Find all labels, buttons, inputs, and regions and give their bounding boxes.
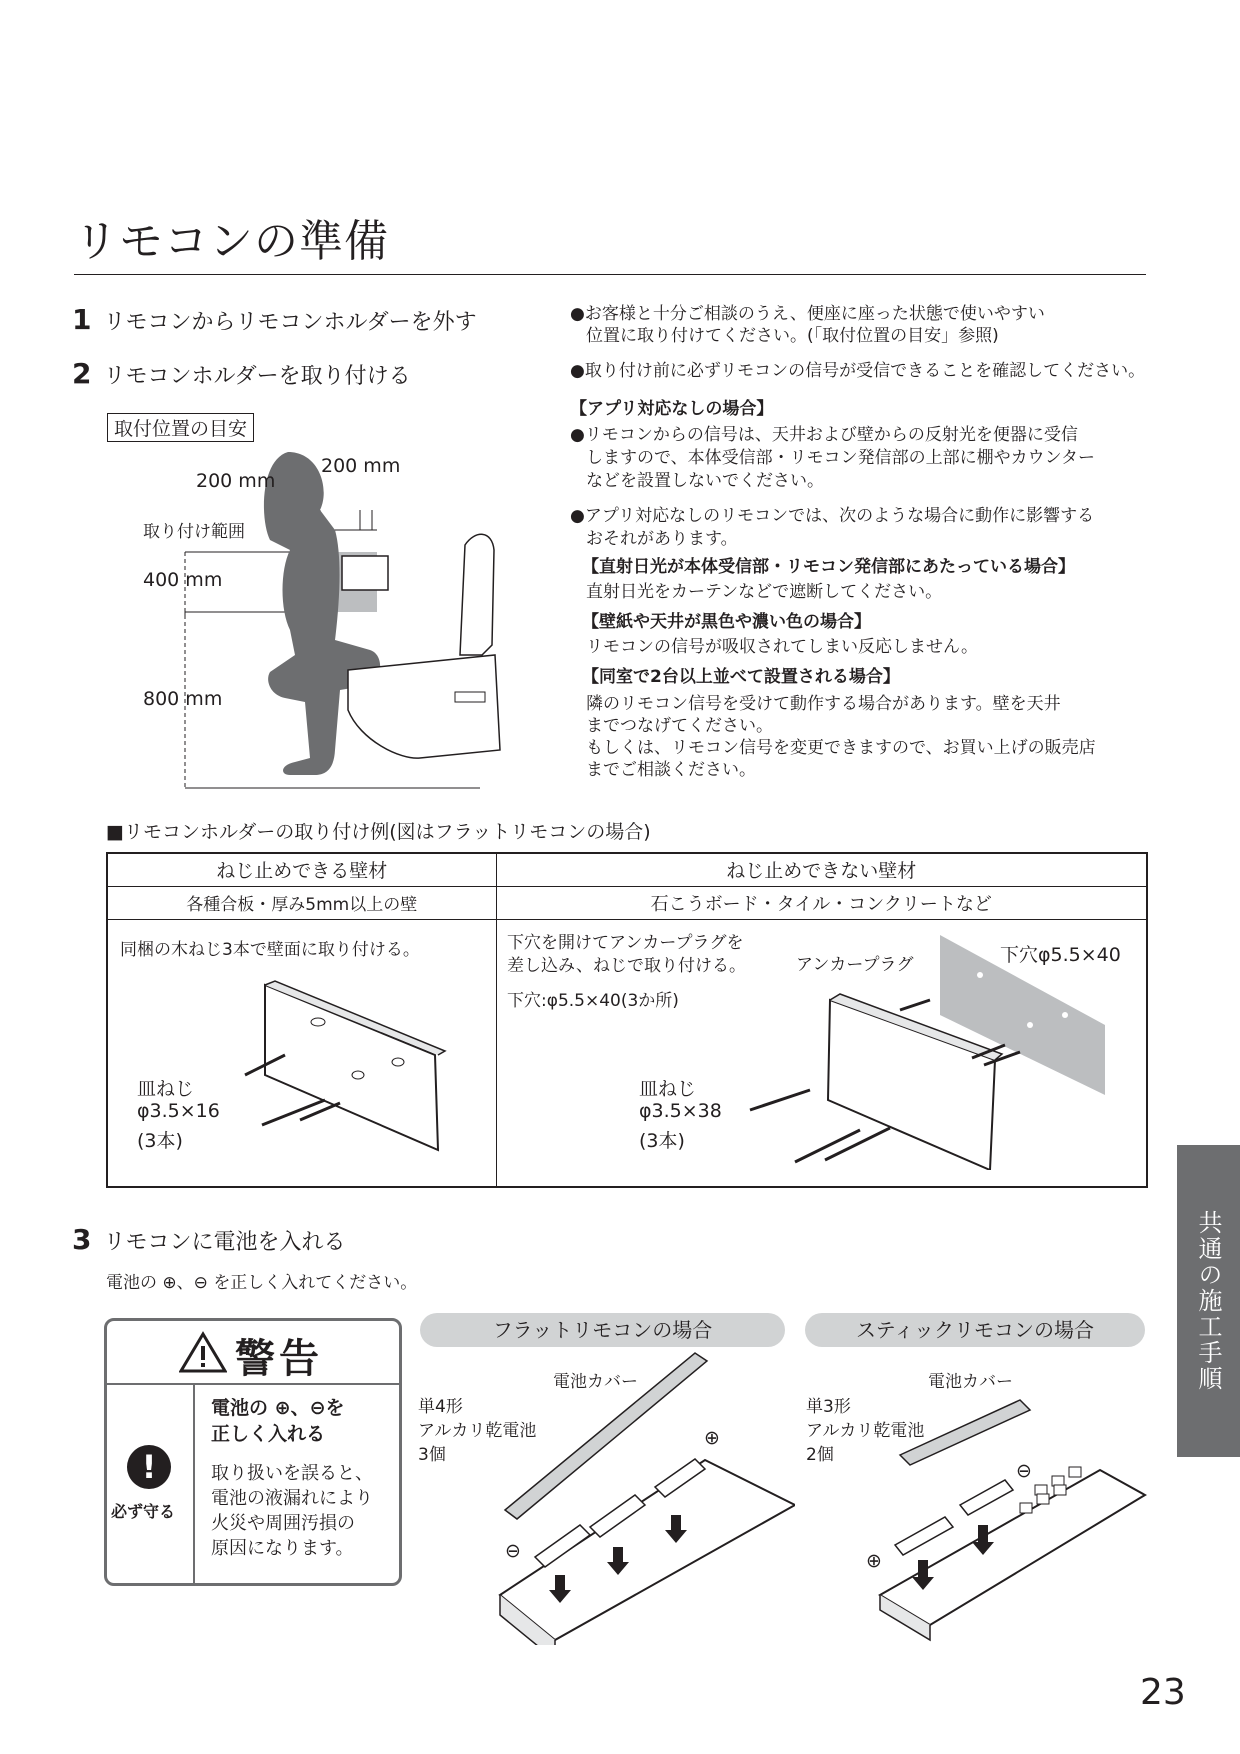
step-2-number: 2 bbox=[72, 357, 92, 390]
pilot-hole-note: 下穴:φ5.5×40(3か所) bbox=[507, 991, 679, 1011]
note-sunlight: 直射日光をカーテンなどで遮断してください。 bbox=[586, 582, 943, 602]
flat-remote-pill: フラットリモコンの場合 bbox=[420, 1313, 785, 1347]
warning-body-3: 火災や周囲汚損の bbox=[211, 1513, 355, 1534]
stick-minus-icon: ⊖ bbox=[1016, 1460, 1032, 1482]
warning-title: 警告 bbox=[235, 1336, 323, 1382]
flat-battery-type: 単4形 bbox=[418, 1397, 463, 1417]
col-screwable-sub: 各種合板・厚み5mm以上の壁 bbox=[107, 886, 496, 919]
step-2 bbox=[72, 357, 411, 390]
battery-polarity-note: 電池の ⊕、⊖ を正しく入れてください。 bbox=[106, 1273, 418, 1293]
note-7-line-2: までつなげてください。 bbox=[586, 716, 773, 736]
stick-plus-icon: ⊕ bbox=[866, 1550, 882, 1572]
remote-icon bbox=[342, 556, 388, 590]
minus-icon: ⊖ bbox=[193, 1273, 208, 1293]
note-1-line-2: 位置に取り付けてください。(「取付位置の目安」参照) bbox=[586, 326, 999, 346]
stick-remote-battery-illustration bbox=[870, 1385, 1150, 1645]
position-guide-label: 取付位置の目安 bbox=[107, 413, 254, 442]
toilet-body bbox=[348, 655, 500, 758]
screwable-instructions: 同梱の木ねじ3本で壁面に取り付ける。 bbox=[120, 940, 420, 960]
holder-anchor-illustration bbox=[740, 930, 1120, 1170]
note-4-line-1: ●アプリ対応なしのリモコンでは、次のような場合に動作に影響する bbox=[570, 506, 1095, 526]
stick-cover-label: 電池カバー bbox=[928, 1372, 1013, 1392]
dim-200-left: 200 mm bbox=[196, 470, 276, 492]
step-1 bbox=[72, 303, 477, 336]
position-diagram bbox=[120, 440, 540, 800]
stick-remote-pill: スティックリモコンの場合 bbox=[805, 1313, 1145, 1347]
flat-battery-count: 3個 bbox=[418, 1445, 446, 1465]
warning-header bbox=[107, 1321, 399, 1385]
warning-triangle-icon bbox=[179, 1331, 227, 1373]
warning-heading-suffix: を bbox=[325, 1397, 345, 1419]
note-2: ●取り付け前に必ずリモコンの信号が受信できることを確認してください。 bbox=[570, 361, 1146, 381]
screw-2-qty: (3本) bbox=[639, 1130, 685, 1152]
page-number: 23 bbox=[1140, 1672, 1186, 1713]
dim-800: 800 mm bbox=[143, 688, 223, 710]
dim-200-right: 200 mm bbox=[321, 455, 401, 477]
flat-minus-icon: ⊖ bbox=[505, 1540, 521, 1562]
warning-heading-line-2: 正しく入れる bbox=[211, 1423, 326, 1445]
heading-multiple-units: 【同室で2台以上並べて設置される場合】 bbox=[582, 667, 900, 687]
step-3-text: リモコンに電池を入れる bbox=[103, 1230, 346, 1255]
step-3 bbox=[72, 1223, 346, 1256]
warning-heading-prefix: 電池の bbox=[211, 1397, 269, 1419]
dim-400: 400 mm bbox=[143, 569, 223, 591]
note-dark-walls: リモコンの信号が吸収されてしまい反応しません。 bbox=[586, 637, 979, 657]
plus-icon: ⊕ bbox=[162, 1273, 177, 1293]
flat-cover-label: 電池カバー bbox=[553, 1372, 638, 1392]
stick-battery-count: 2個 bbox=[806, 1445, 834, 1465]
toilet-tank bbox=[460, 534, 494, 655]
warning-icon-cell bbox=[107, 1383, 195, 1583]
note-7-line-4: までご相談ください。 bbox=[586, 760, 756, 780]
pilot-hole-label: 下穴φ5.5×40 bbox=[1000, 944, 1121, 966]
mounting-range-label: 取り付け範囲 bbox=[143, 522, 245, 542]
note-3-line-2: しますので、本体受信部・リモコン発信部の上部に棚やカウンター bbox=[586, 448, 1095, 468]
warning-box bbox=[104, 1318, 402, 1586]
note-3-line-1: ●リモコンからの信号は、天井および壁からの反射光を便器に受信 bbox=[570, 425, 1078, 445]
stick-battery-type: 単3形 bbox=[806, 1397, 851, 1417]
warning-body-1: 取り扱いを誤ると、 bbox=[211, 1463, 373, 1484]
col-non-screwable-sub: 石こうボード・タイル・コンクリートなど bbox=[496, 886, 1147, 919]
screw-2-name: 皿ねじ bbox=[639, 1078, 697, 1100]
flat-battery-kind: アルカリ乾電池 bbox=[418, 1421, 537, 1441]
plus-icon: ⊕ bbox=[274, 1397, 291, 1419]
flat-plus-icon: ⊕ bbox=[704, 1427, 720, 1449]
note-3-line-3: などを設置しないでください。 bbox=[586, 471, 824, 491]
section-side-tab: 共通の施工手順 bbox=[1177, 1145, 1240, 1457]
must-follow-label: 必ず守る bbox=[111, 1502, 176, 1521]
battery-note-suffix: を正しく入れてください。 bbox=[213, 1273, 418, 1293]
heading-no-app: 【アプリ対応なしの場合】 bbox=[570, 399, 774, 419]
warning-heading-line-1: 電池の ⊕、⊖を bbox=[211, 1397, 345, 1419]
non-screwable-instructions-2: 差し込み、ねじで取り付ける。 bbox=[507, 956, 747, 976]
note-7-line-1: 隣のリモコン信号を受けて動作する場合があります。壁を天井 bbox=[586, 694, 1061, 714]
col-screwable-header: ねじ止めできる壁材 bbox=[107, 853, 496, 886]
heading-dark-walls: 【壁紙や天井が黒色や濃い色の場合】 bbox=[582, 612, 871, 632]
step-2-text: リモコンホルダーを取り付ける bbox=[103, 364, 411, 389]
anchor-plug-label: アンカープラグ bbox=[796, 955, 914, 975]
battery-note-prefix: 電池の bbox=[106, 1273, 157, 1293]
holder-screwable-illustration bbox=[240, 975, 450, 1165]
note-1-line-1: ●お客様と十分ご相談のうえ、便座に座った状態で使いやすい bbox=[570, 304, 1045, 324]
mandatory-icon: ! bbox=[127, 1445, 171, 1489]
screw-1-name: 皿ねじ bbox=[137, 1078, 195, 1100]
flat-remote-battery-illustration bbox=[495, 1335, 795, 1645]
note-7-line-3: もしくは、リモコン信号を変更できますので、お買い上げの販売店 bbox=[586, 738, 1096, 758]
note-4-line-2: おそれがあります。 bbox=[586, 529, 738, 549]
step-3-number: 3 bbox=[72, 1223, 92, 1256]
step-1-text: リモコンからリモコンホルダーを外す bbox=[103, 310, 477, 335]
screw-2-size: φ3.5×38 bbox=[639, 1100, 722, 1122]
page-title: リモコンの準備 bbox=[74, 216, 389, 267]
title-divider bbox=[74, 274, 1146, 275]
minus-icon: ⊖ bbox=[309, 1397, 326, 1419]
heading-sunlight: 【直射日光が本体受信部・リモコン発信部にあたっている場合】 bbox=[582, 557, 1075, 577]
mount-example-caption: ■リモコンホルダーの取り付け例(図はフラットリモコンの場合) bbox=[106, 821, 651, 843]
step-1-number: 1 bbox=[72, 303, 92, 336]
col-non-screwable-header: ねじ止めできない壁材 bbox=[496, 853, 1147, 886]
warning-body-2: 電池の液漏れにより bbox=[211, 1488, 373, 1509]
non-screwable-instructions-1: 下穴を開けてアンカープラグを bbox=[507, 933, 744, 953]
screw-1-qty: (3本) bbox=[137, 1130, 183, 1152]
stick-battery-kind: アルカリ乾電池 bbox=[806, 1421, 925, 1441]
screw-1-size: φ3.5×16 bbox=[137, 1100, 220, 1122]
warning-body-4: 原因になります。 bbox=[211, 1538, 354, 1559]
